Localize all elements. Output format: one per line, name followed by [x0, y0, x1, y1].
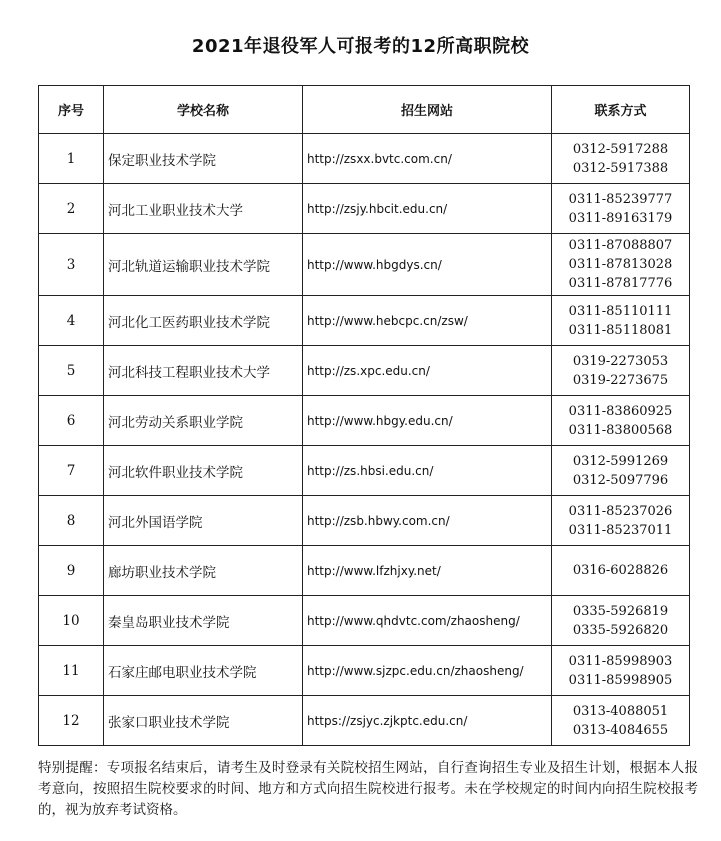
admissions-website-link[interactable]: http://www.hbgy.edu.cn/ — [303, 396, 552, 446]
phone-number: 0319-2273053 — [572, 353, 669, 369]
table-row — [39, 696, 690, 746]
phone-number: 0311-87817776 — [568, 276, 673, 291]
phone-number: 0313-4084655 — [572, 722, 669, 738]
admissions-website-link[interactable]: http://zs.hbsi.edu.cn/ — [303, 446, 552, 496]
table-row — [39, 596, 690, 646]
phone-number: 0312-5917388 — [572, 160, 669, 176]
row-index: 9 — [39, 546, 104, 596]
table-body — [39, 134, 690, 746]
admissions-website-link[interactable]: http://zsjy.hbcit.edu.cn/ — [303, 184, 552, 234]
row-index: 12 — [39, 696, 104, 746]
phone-number: 0335-5926820 — [572, 622, 669, 638]
phone-number: 0311-83860925 — [568, 403, 673, 419]
phone-number: 0311-85237011 — [568, 522, 673, 538]
header-contact: 联系方式 — [552, 86, 690, 134]
phone-number: 0312-5917288 — [572, 141, 669, 157]
admissions-website-link[interactable]: http://zsxx.bvtc.com.cn/ — [303, 134, 552, 184]
table-row — [39, 396, 690, 446]
row-index: 5 — [39, 346, 104, 396]
phone-number: 0319-2273675 — [572, 372, 669, 388]
contact-phones — [552, 546, 690, 596]
phone-number: 0316-6028826 — [572, 563, 669, 578]
table-row — [39, 296, 690, 346]
phone-number: 0311-85110111 — [568, 303, 673, 319]
header-index: 序号 — [39, 86, 104, 134]
phone-number: 0312-5991269 — [572, 453, 669, 469]
schools-table — [38, 85, 690, 746]
row-index: 6 — [39, 396, 104, 446]
school-name: 秦皇岛职业技术学院 — [104, 596, 303, 646]
school-name: 廊坊职业技术学院 — [104, 546, 303, 596]
contact-phones — [552, 446, 690, 496]
school-name: 石家庄邮电职业技术学院 — [104, 646, 303, 696]
contact-phones — [552, 346, 690, 396]
phone-number: 0311-85239777 — [568, 191, 673, 207]
row-index: 3 — [39, 234, 104, 296]
admissions-website-link[interactable]: http://zsb.hbwy.com.cn/ — [303, 496, 552, 546]
school-name: 河北化工医药职业技术学院 — [104, 296, 303, 346]
phone-number: 0311-87088807 — [568, 238, 673, 253]
header-school-name: 学校名称 — [104, 86, 303, 134]
admissions-website-link[interactable]: http://www.hebcpc.cn/zsw/ — [303, 296, 552, 346]
row-index: 4 — [39, 296, 104, 346]
phone-number: 0313-4088051 — [572, 703, 669, 719]
contact-phones — [552, 234, 690, 296]
row-index: 1 — [39, 134, 104, 184]
row-index: 8 — [39, 496, 104, 546]
school-name: 河北外国语学院 — [104, 496, 303, 546]
school-name: 河北科技工程职业技术大学 — [104, 346, 303, 396]
phone-number: 0311-85998905 — [568, 672, 673, 688]
table-row — [39, 184, 690, 234]
contact-phones — [552, 646, 690, 696]
table-row — [39, 446, 690, 496]
table-header-row — [39, 86, 690, 134]
table-row — [39, 646, 690, 696]
table-row — [39, 546, 690, 596]
admissions-website-link[interactable]: https://zsjyc.zjkptc.edu.cn/ — [303, 696, 552, 746]
phone-number: 0311-85998903 — [568, 653, 673, 669]
admissions-website-link[interactable]: http://www.hbgdys.cn/ — [303, 234, 552, 296]
phone-number: 0311-85237026 — [568, 503, 673, 519]
contact-phones — [552, 496, 690, 546]
school-name: 河北软件职业技术学院 — [104, 446, 303, 496]
header-website: 招生网站 — [303, 86, 552, 134]
special-reminder-note: 特别提醒：专项报名结束后，请考生及时登录有关院校招生网站，自行查询招生专业及招生计划，根据本人报考意向，按照招生院校要求的时间、地方和方式向招生院校进行报考。未在学校规定的时间内向招生院校报考的，视为放弃考试资格。 — [38, 760, 698, 818]
table-row — [39, 234, 690, 296]
table-row — [39, 134, 690, 184]
phone-number: 0335-5926819 — [572, 603, 669, 619]
row-index: 7 — [39, 446, 104, 496]
admissions-website-link[interactable]: http://zs.xpc.edu.cn/ — [303, 346, 552, 396]
contact-phones — [552, 134, 690, 184]
row-index: 2 — [39, 184, 104, 234]
table-row — [39, 496, 690, 546]
page-title: 2021年退役军人可报考的12所高职院校 — [191, 36, 530, 57]
contact-phones — [552, 296, 690, 346]
admissions-website-link[interactable]: http://www.sjzpc.edu.cn/zhaosheng/ — [303, 646, 552, 696]
phone-number: 0311-89163179 — [568, 210, 673, 226]
contact-phones — [552, 696, 690, 746]
contact-phones — [552, 596, 690, 646]
phone-number: 0311-83800568 — [568, 422, 673, 438]
admissions-website-link[interactable]: http://www.qhdvtc.com/zhaosheng/ — [303, 596, 552, 646]
phone-number: 0311-87813028 — [568, 257, 673, 272]
contact-phones — [552, 396, 690, 446]
school-name: 河北劳动关系职业学院 — [104, 396, 303, 446]
phone-number: 0312-5097796 — [572, 472, 669, 488]
school-name: 张家口职业技术学院 — [104, 696, 303, 746]
row-index: 10 — [39, 596, 104, 646]
table-row — [39, 346, 690, 396]
contact-phones — [552, 184, 690, 234]
school-name: 河北工业职业技术大学 — [104, 184, 303, 234]
row-index: 11 — [39, 646, 104, 696]
phone-number: 0311-85118081 — [568, 322, 673, 338]
school-name: 保定职业技术学院 — [104, 134, 303, 184]
admissions-website-link[interactable]: http://www.lfzhjxy.net/ — [303, 546, 552, 596]
school-name: 河北轨道运输职业技术学院 — [104, 234, 303, 296]
